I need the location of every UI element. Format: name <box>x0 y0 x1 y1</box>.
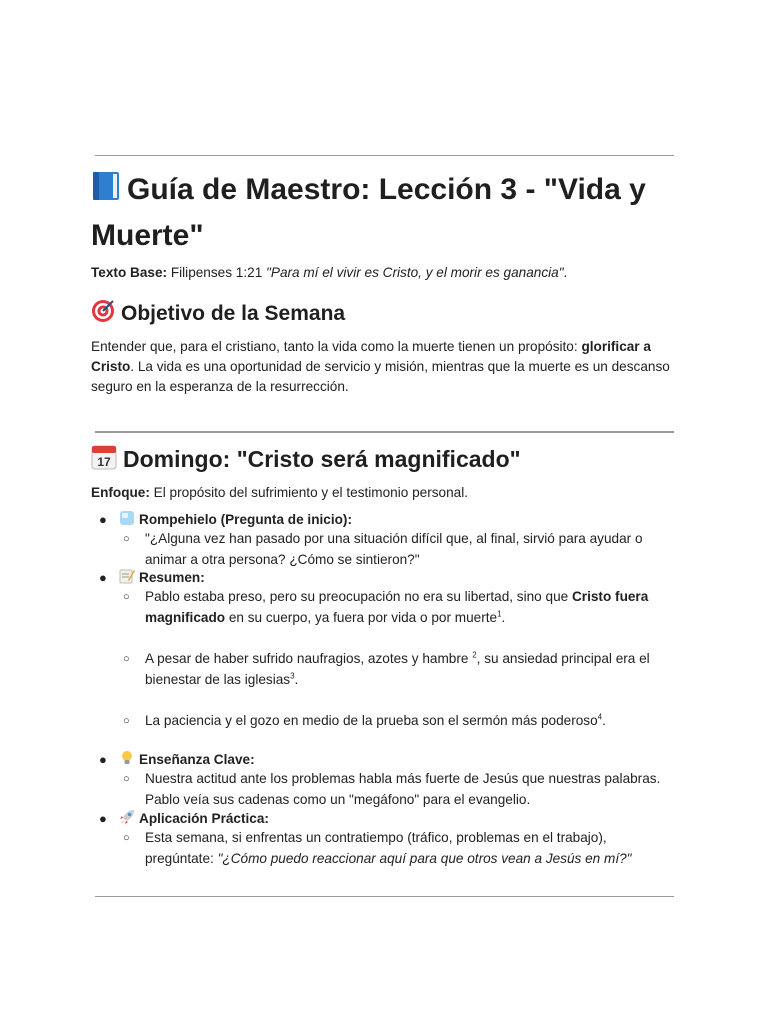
objetivo-heading <box>91 299 345 331</box>
ensenanza-item: Nuestra actitud ante los problemas habla más fuerte de Jesús que nuestras palabras. Pablo veía sus cadenas como un "megáfono" para el evangelio. <box>145 771 661 807</box>
texto-base-end: . <box>563 265 568 280</box>
sub-bullet: ○ <box>123 591 130 603</box>
objetivo-text-bold: glorificar a Cristo <box>91 339 651 374</box>
calendar-icon <box>91 444 117 476</box>
texto-base <box>91 263 676 283</box>
aplicacion-label: Aplicación Práctica: <box>139 811 269 826</box>
bullet: ● <box>99 811 107 826</box>
objetivo-text-after: . La vida es una oportunidad de servicio y misión, mientras que la muerte es un descanso seguro en la esperanza de la resurrección. <box>91 359 670 394</box>
resumen-item-2 <box>145 649 675 690</box>
resumen-item-2-end: . <box>294 671 299 687</box>
page-title-text: Guía de Maestro: Lección 3 - "Vida y Muerte" <box>91 173 646 252</box>
rompehielo-item: "¿Alguna vez han pasado por una situación difícil que, al final, sirvió para ayudar o animar a otra persona? ¿Cómo se sintieron?" <box>145 531 643 567</box>
footnote-ref[interactable]: 2 <box>472 650 477 660</box>
domingo-heading <box>91 444 521 476</box>
aplicacion-item-italic: "¿Cómo puedo reaccionar aquí para que otros vean a Jesús en mí?" <box>217 850 632 866</box>
texto-base-label: Texto Base: <box>91 265 168 280</box>
enfoque-label: Enfoque: <box>91 485 150 500</box>
bullet: ● <box>99 512 107 527</box>
resumen-item-1-before: Pablo estaba preso, pero su preocupación no era su libertad, sino que <box>145 589 572 604</box>
resumen-label: Resumen: <box>139 570 205 585</box>
objetivo-heading-text: Objetivo de la Semana <box>121 302 346 325</box>
ensenanza-label: Enseñanza Clave: <box>139 752 255 767</box>
sub-bullet: ○ <box>123 653 130 665</box>
bullet: ● <box>99 752 107 767</box>
resumen-item-1-end: . <box>501 609 506 625</box>
texto-base-reference: Filipenses 1:21 <box>167 265 267 280</box>
resumen-item-3 <box>145 711 675 732</box>
sub-bullet: ○ <box>123 533 130 545</box>
objetivo-text <box>91 337 676 397</box>
domingo-heading-text: Domingo: "Cristo será magnificado" <box>123 446 521 472</box>
sub-bullet: ○ <box>123 715 130 727</box>
objetivo-text-before: Entender que, para el cristiano, tanto la vida como la muerte tienen un propósito: <box>91 339 582 354</box>
sub-bullet: ○ <box>123 832 130 844</box>
svg-text:17: 17 <box>97 455 111 469</box>
resumen-item-3-before: La paciencia y el gozo en medio de la prueba son el sermón más poderoso <box>145 713 598 728</box>
resumen-item-1-after: en su cuerpo, ya fuera por vida o por muerte <box>225 609 498 625</box>
aplicacion-item-before: Esta semana, si enfrentas un contratiempo (tráfico, problemas en el trabajo), pregúntate: <box>145 830 607 866</box>
resumen-item-1-bold: Cristo fuera magnificado <box>145 589 649 625</box>
target-icon <box>91 299 115 331</box>
bottom-divider <box>95 896 674 897</box>
footnote-ref[interactable]: 3 <box>290 670 295 680</box>
footnote-ref[interactable]: 1 <box>497 608 502 618</box>
rompehielo-label: Rompehielo (Pregunta de inicio): <box>139 512 352 527</box>
resumen-item-2-mid: , su ansiedad principal era el bienestar de las iglesias <box>145 651 650 687</box>
footnote-ref[interactable]: 4 <box>597 712 603 722</box>
resumen-item-3-end: . <box>602 713 606 728</box>
top-divider <box>95 155 674 156</box>
section-divider <box>95 431 674 433</box>
book-icon <box>91 170 121 214</box>
enfoque <box>91 483 676 503</box>
bullet: ● <box>99 570 107 585</box>
texto-base-quote: "Para mí el vivir es Cristo, y el morir es ganancia" <box>266 265 564 280</box>
enfoque-text: El propósito del sufrimiento y el testimonio personal. <box>149 485 469 500</box>
resumen-item-1 <box>145 587 675 628</box>
sub-bullet: ○ <box>123 773 130 785</box>
aplicacion-item <box>145 828 675 869</box>
resumen-item-2-before: A pesar de haber sufrido naufragios, azotes y hambre <box>145 651 473 666</box>
page-title <box>91 168 681 257</box>
